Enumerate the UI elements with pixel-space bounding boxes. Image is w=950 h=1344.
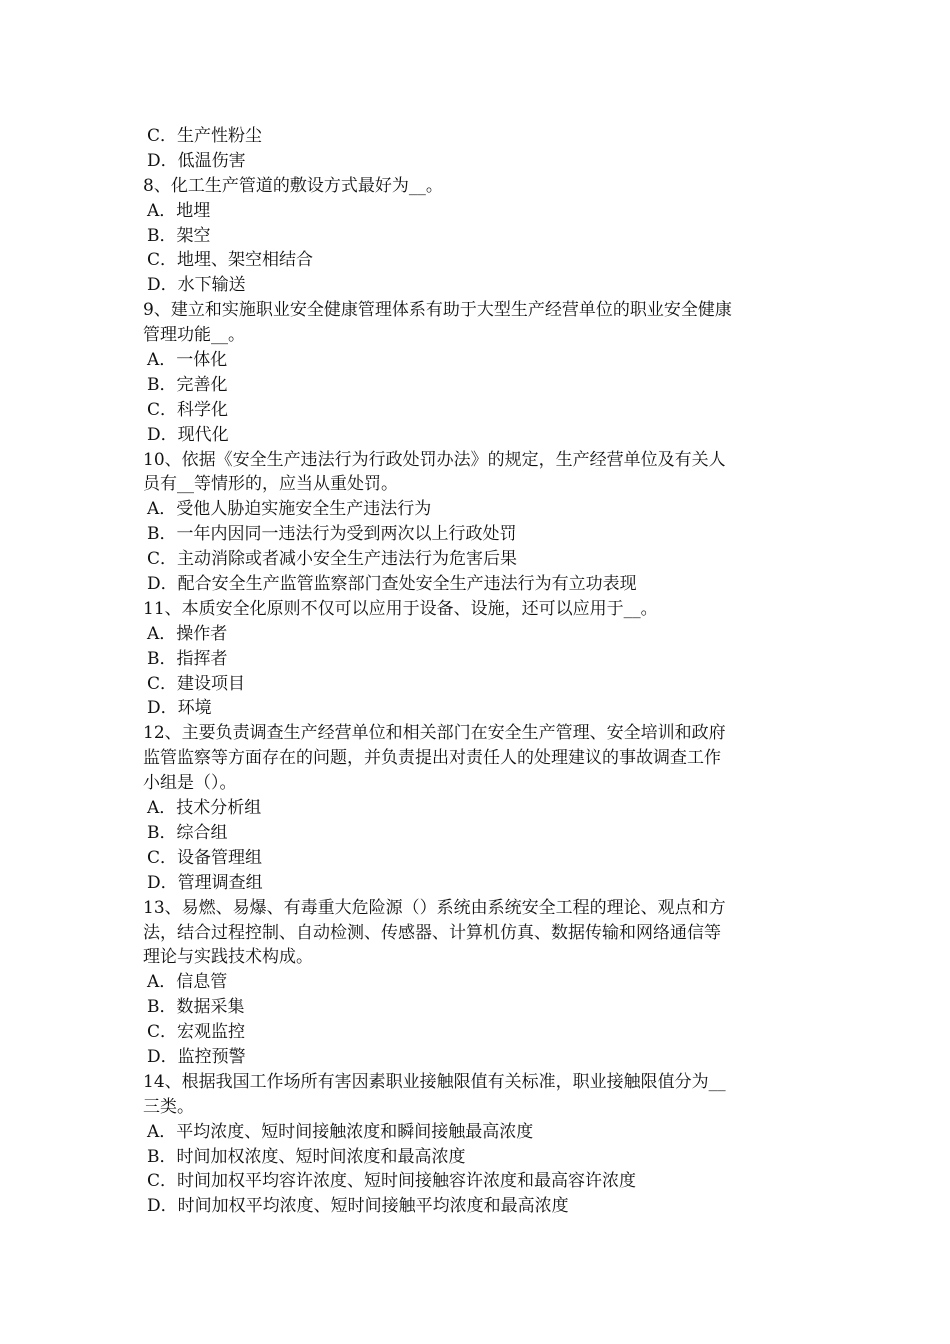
- answer-option-line: D．现代化: [147, 424, 229, 445]
- answer-option-line: A．操作者: [147, 623, 228, 644]
- answer-option-line: C．建设项目: [147, 673, 246, 694]
- answer-option-line: D．低温伤害: [147, 150, 246, 171]
- answer-option-line: C．科学化: [147, 399, 229, 420]
- question-text-line: 管理功能__。: [143, 325, 245, 346]
- answer-option-line: C．宏观监控: [147, 1022, 246, 1043]
- answer-option-line: B．指挥者: [147, 648, 228, 669]
- question-text-line: 员有__等情形的，应当从重处罚。: [143, 474, 398, 495]
- answer-option-line: A．信息管: [147, 972, 228, 993]
- answer-option-line: C．生产性粉尘: [147, 126, 263, 146]
- answer-option-line: C．主动消除或者减小安全生产违法行为危害后果: [147, 549, 518, 570]
- answer-option-line: D．配合安全生产监管监察部门查处安全生产违法行为有立功表现: [147, 574, 637, 595]
- answer-option-line: A．地埋: [147, 200, 211, 221]
- answer-option-line: D．时间加权平均浓度、短时间接触平均浓度和最高浓度: [147, 1196, 569, 1217]
- answer-option-line: C．设备管理组: [147, 847, 263, 868]
- answer-option-line: B．数据采集: [147, 997, 245, 1018]
- answer-option-line: A．一体化: [147, 350, 228, 371]
- question-text-line: 13、易燃、易爆、有毒重大危险源（）系统由系统安全工程的理论、观点和方: [143, 897, 726, 918]
- answer-option-line: D．监控预警: [147, 1046, 246, 1067]
- question-text-line: 8、化工生产管道的敷设方式最好为__。: [143, 175, 443, 196]
- answer-option-line: C．时间加权平均容许浓度、短时间接触容许浓度和最高容许浓度: [147, 1171, 637, 1192]
- answer-option-line: B．时间加权浓度、短时间浓度和最高浓度: [147, 1146, 466, 1167]
- answer-option-line: B．一年内因同一违法行为受到两次以上行政处罚: [147, 524, 517, 545]
- question-text-line: 9、建立和实施职业安全健康管理体系有助于大型生产经营单位的职业安全健康: [143, 300, 732, 321]
- answer-option-line: A．技术分析组: [147, 798, 262, 819]
- question-text-line: 理论与实践技术构成。: [143, 947, 313, 968]
- question-text-line: 法，结合过程控制、自动检测、传感器、计算机仿真、数据传输和网络通信等: [143, 922, 721, 943]
- question-text-line: 小组是（）。: [143, 773, 237, 794]
- question-text-line: 14、根据我国工作场所有害因素职业接触限值有关标准，职业接触限值分为__: [143, 1071, 726, 1092]
- answer-option-line: D．环境: [147, 698, 212, 719]
- answer-option-line: B．综合组: [147, 822, 228, 843]
- answer-option-line: D．水下输送: [147, 275, 246, 296]
- answer-option-line: A．受他人胁迫实施安全生产违法行为: [147, 499, 432, 520]
- question-text-line: 11、本质安全化原则不仅可以应用于设备、设施，还可以应用于__。: [143, 598, 658, 619]
- answer-option-line: D．管理调查组: [147, 872, 263, 893]
- answer-option-line: B．架空: [147, 225, 211, 246]
- document-page: [143, 124, 811, 1219]
- answer-option-line: C．地埋、架空相结合: [147, 250, 314, 271]
- answer-option-line: A．平均浓度、短时间接触浓度和瞬间接触最高浓度: [147, 1121, 534, 1142]
- question-text-line: 监管监察等方面存在的问题，并负责提出对责任人的处理建议的事故调查工作: [143, 748, 721, 769]
- answer-option-line: B．完善化: [147, 374, 228, 395]
- question-text-line: 三类。: [143, 1096, 194, 1117]
- question-text-line: 10、依据《安全生产违法行为行政处罚办法》的规定，生产经营单位及有关人: [143, 449, 726, 470]
- question-text-line: 12、主要负责调查生产经营单位和相关部门在安全生产管理、安全培训和政府: [143, 723, 726, 744]
